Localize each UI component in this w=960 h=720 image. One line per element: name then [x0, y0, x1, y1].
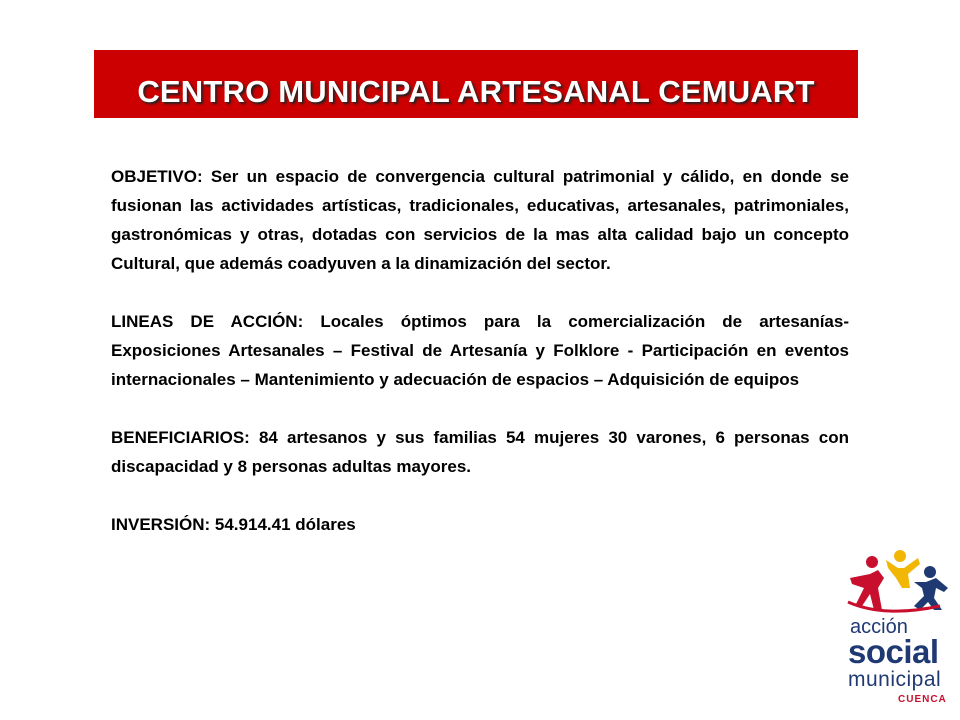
- people-figures-icon: [844, 548, 952, 614]
- logo-word-social: social: [848, 633, 939, 670]
- red-figure-head: [866, 556, 878, 568]
- yellow-figure-head: [894, 550, 906, 562]
- logo-word-accion: acción: [850, 616, 908, 638]
- accion-social-logo: [838, 548, 958, 720]
- objective-paragraph: OBJETIVO: Ser un espacio de convergencia cultural patrimonial y cálido, en donde se fusionan las actividades artísticas, tradicionales, educativas, artesanales, patrimoniales, gastronómicas y otras, dotadas con servicios de la mas alta calidad bajo un concepto Cultural, que además coadyuven a la dinamización del sector.: [111, 167, 849, 273]
- content-body: [111, 162, 849, 539]
- blue-figure-body: [914, 578, 948, 610]
- beneficiaries-paragraph: BENEFICIARIOS: 84 artesanos y sus familias 54 mujeres 30 varones, 6 personas con discapacidad y 8 personas adultas mayores.: [111, 428, 849, 476]
- page-title: CENTRO MUNICIPAL ARTESANAL CEMUART: [137, 74, 815, 109]
- yellow-figure-body: [886, 558, 920, 588]
- title-banner: [94, 50, 858, 118]
- logo-word-cuenca: CUENCA: [898, 694, 947, 705]
- blue-figure-head: [924, 566, 936, 578]
- logo-word-municipal: municipal: [848, 668, 942, 691]
- action-lines-paragraph: LINEAS DE ACCIÓN: Locales óptimos para la comercialización de artesanías- Exposiciones Artesanales – Festival de Artesanía y Folklore - Participación en eventos internacionales – Mantenimiento y adecuación de espacios – Adquisición de equipos: [111, 312, 849, 389]
- investment-paragraph: INVERSIÓN: 54.914.41 dólares: [111, 515, 356, 534]
